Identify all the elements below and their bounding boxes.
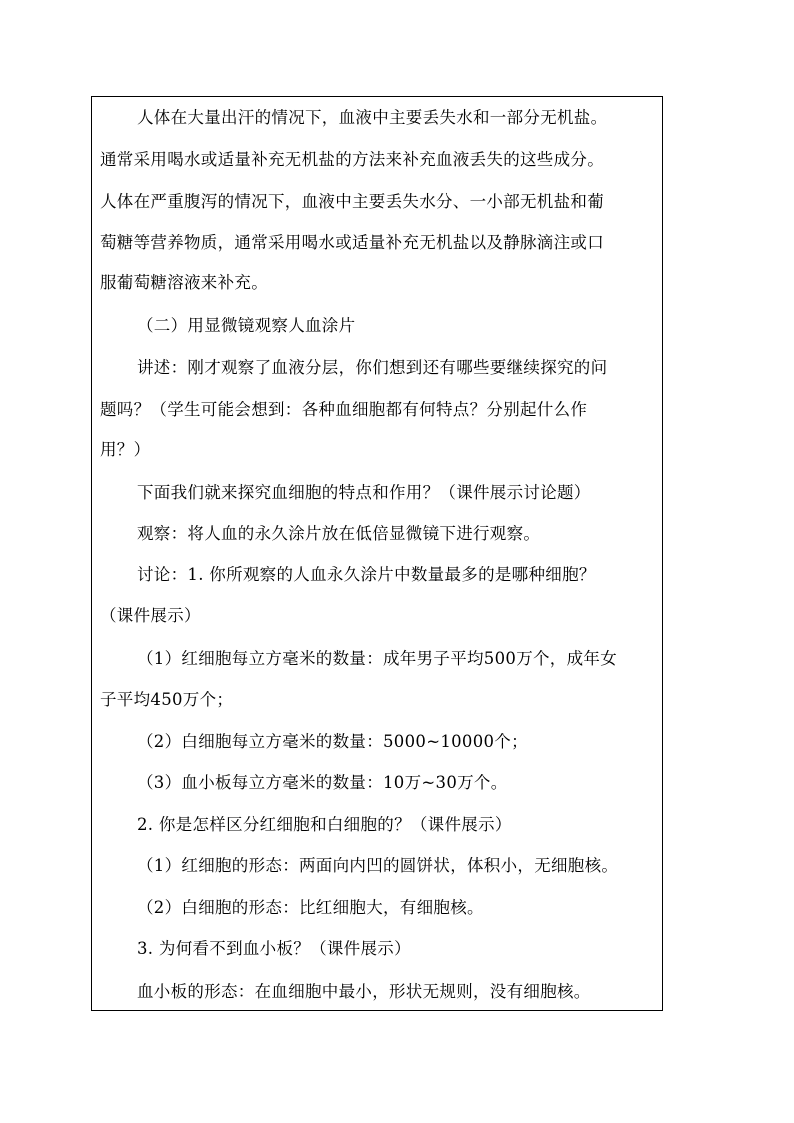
list-item: （1）红细胞每立方毫米的数量：成年男子平均500万个，成年女 bbox=[137, 649, 617, 668]
paragraph-line: 讨论：1. 你所观察的人血永久涂片中数量最多的是哪种细胞？ bbox=[137, 565, 596, 584]
paragraph-line: 用？） bbox=[100, 440, 151, 459]
paragraph-line: 血小板的形态：在血细胞中最小，形状无规则，没有细胞核。 bbox=[137, 982, 591, 1001]
question-line: 3. 为何看不到血小板？（课件展示） bbox=[137, 939, 411, 958]
paragraph-line: 通常采用喝水或适量补充无机盐的方法来补充血液丢失的这些成分。 bbox=[100, 150, 604, 169]
paragraph-line: 服葡萄糖溶液来补充。 bbox=[100, 273, 268, 292]
paragraph-line: 下面我们就来探究血细胞的特点和作用？（课件展示讨论题） bbox=[137, 483, 591, 502]
paragraph-line: （课件展示） bbox=[100, 606, 201, 625]
list-item: （1）红细胞的形态：两面向内凹的圆饼状，体积小，无细胞核。 bbox=[137, 856, 619, 875]
paragraph-line: 人体在严重腹泻的情况下，血液中主要丢失水分、一小部无机盐和葡 bbox=[100, 192, 604, 211]
question-line: 2. 你是怎样区分红细胞和白细胞的？（课件展示） bbox=[137, 815, 512, 834]
paragraph-line: 题吗？（学生可能会想到：各种血细胞都有何特点？分别起什么作 bbox=[100, 400, 588, 419]
list-item: （2）白细胞的形态：比红细胞大，有细胞核。 bbox=[137, 898, 484, 917]
paragraph-line: 讲述：刚才观察了血液分层，你们想到还有哪些要继续探究的问 bbox=[137, 358, 608, 377]
list-item: （2）白细胞每立方毫米的数量：5000~10000个； bbox=[137, 732, 528, 751]
paragraph-line: 人体在大量出汗的情况下，血液中主要丢失水和一部分无机盐。 bbox=[137, 108, 608, 127]
list-item-continuation: 子平均450万个； bbox=[100, 690, 234, 709]
paragraph-line: 萄糖等营养物质，通常采用喝水或适量补充无机盐以及静脉滴注或口 bbox=[100, 233, 604, 252]
list-item: （3）血小板每立方毫米的数量：10万~30万个。 bbox=[137, 773, 508, 792]
paragraph-line: 观察：将人血的永久涂片放在低倍显微镜下进行观察。 bbox=[137, 524, 541, 543]
section-heading: （二）用显微镜观察人血涂片 bbox=[137, 316, 356, 335]
